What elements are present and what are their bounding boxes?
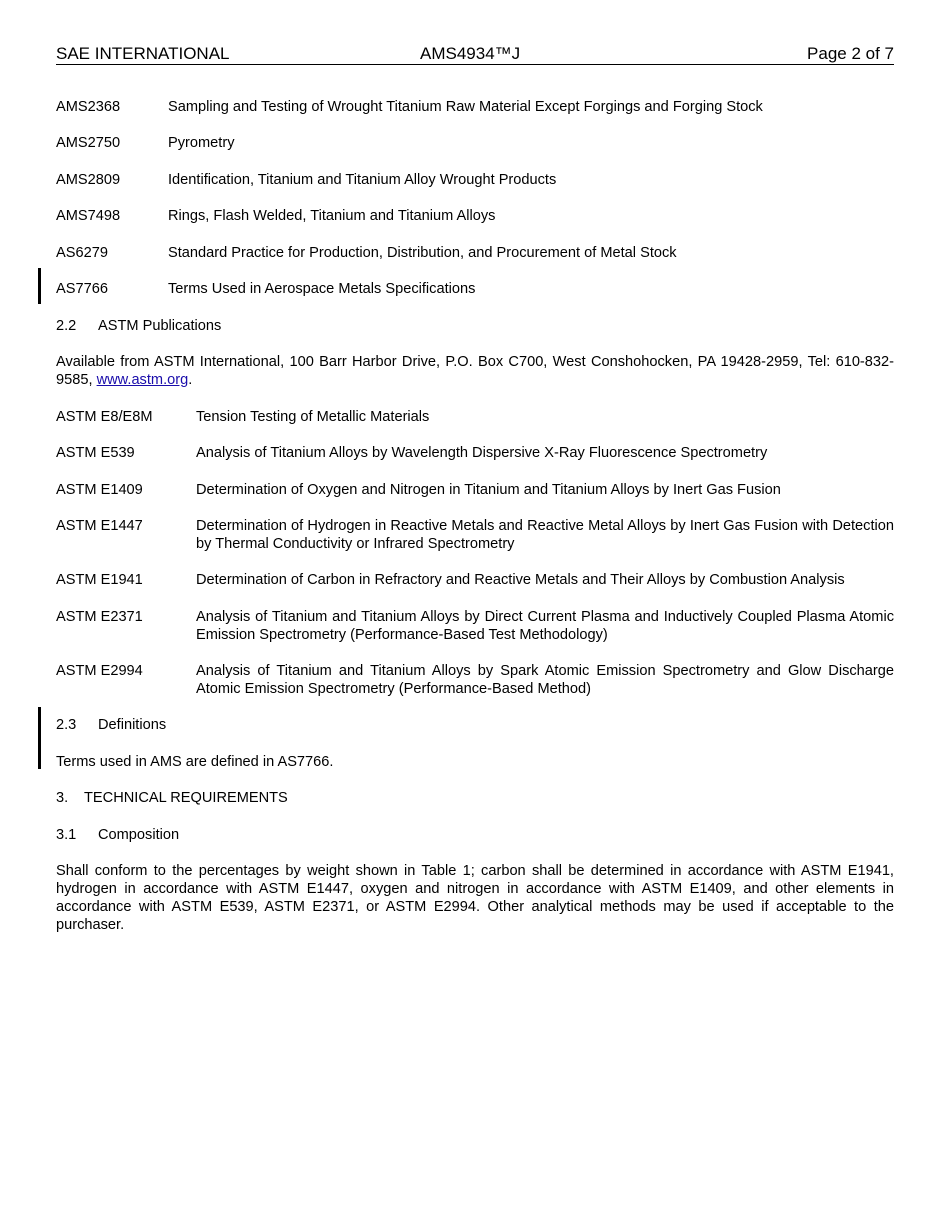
reference-title: Analysis of Titanium Alloys by Wavelength Dispersive X-Ray Fluorescence Spectrometry — [196, 445, 768, 461]
reference-title: Analysis of Titanium and Titanium Alloys by Direct Current Plasma and Inductively Coupled Plasma Atomic Emission Spectrometry (Performance-Based Test Methodology) — [196, 609, 894, 643]
reference-code: AMS2809 — [56, 172, 121, 188]
page-header — [56, 44, 894, 65]
reference-title: Tension Testing of Metallic Materials — [196, 409, 430, 425]
reference-code: ASTM E1447 — [56, 518, 143, 534]
change-bar — [38, 268, 41, 304]
section-heading — [56, 826, 179, 844]
reference-title: Pyrometry — [168, 135, 235, 151]
reference-title: Standard Practice for Production, Distribution, and Procurement of Metal Stock — [168, 245, 677, 261]
composition-paragraph: Shall conform to the percentages by weight shown in Table 1; carbon shall be determined in accordance with ASTM E1941, hydrogen in accordance with ASTM E1447, oxygen and nitrogen in accordance with ASTM E1409, and other elements in accordance with ASTM E539, ASTM E2371, or ASTM E2994. Other analytical methods may be used if acceptable to the purchaser. — [56, 863, 894, 933]
reference-code: AS6279 — [56, 245, 108, 261]
section-number: 2.2 — [56, 318, 77, 334]
reference-code: ASTM E8/E8M — [56, 409, 153, 425]
section-number: 2.3 — [56, 717, 77, 733]
reference-code: AS7766 — [56, 281, 108, 297]
section-title: ASTM Publications — [98, 318, 222, 334]
reference-title: Sampling and Testing of Wrought Titanium Raw Material Except Forgings and Forging Stock — [168, 99, 763, 115]
reference-title: Analysis of Titanium and Titanium Alloys by Spark Atomic Emission Spectrometry and Glow Discharge Atomic Emission Spectrometry (Performance-Based Method) — [196, 663, 894, 697]
reference-title: Identification, Titanium and Titanium Alloy Wrought Products — [168, 172, 557, 188]
reference-code: AMS2368 — [56, 99, 121, 115]
reference-code: ASTM E1409 — [56, 482, 143, 498]
reference-code: ASTM E2994 — [56, 663, 143, 679]
section-title: Composition — [98, 827, 180, 843]
document-page — [56, 0, 894, 1230]
reference-code: AMS2750 — [56, 135, 121, 151]
reference-code: ASTM E539 — [56, 445, 135, 461]
page-number: Page 2 of 7 — [807, 44, 894, 63]
section-heading — [56, 317, 221, 335]
reference-title: Determination of Oxygen and Nitrogen in Titanium and Titanium Alloys by Inert Gas Fusion — [196, 482, 781, 498]
reference-title: Determination of Carbon in Refractory and Reactive Metals and Their Alloys by Combustion Analysis — [196, 572, 845, 588]
section-heading — [56, 789, 288, 807]
section-number: 3. — [56, 790, 69, 806]
availability-text: Available from ASTM International, 100 Barr Harbor Drive, P.O. Box C700, West Conshohocken, PA 19428-2959, Tel: 610-832-9585, — [56, 354, 894, 388]
availability-period: . — [188, 372, 193, 388]
reference-code: ASTM E1941 — [56, 572, 143, 588]
reference-title: Rings, Flash Welded, Titanium and Titanium Alloys — [168, 208, 496, 224]
reference-title: Determination of Hydrogen in Reactive Metals and Reactive Metal Alloys by Inert Gas Fusion with Detection by Thermal Conductivity or Infrared Spectrometry — [196, 518, 894, 552]
definitions-paragraph: Terms used in AMS are defined in AS7766. — [56, 754, 334, 770]
astm-availability-paragraph — [56, 353, 894, 389]
reference-code: AMS7498 — [56, 208, 121, 224]
section-title: Definitions — [98, 717, 167, 733]
section-number: 3.1 — [56, 827, 77, 843]
astm-website-link[interactable]: www.astm.org — [96, 372, 189, 388]
section-heading — [56, 716, 166, 734]
reference-title: Terms Used in Aerospace Metals Specifications — [168, 281, 476, 297]
change-bar — [38, 707, 41, 769]
section-title: TECHNICAL REQUIREMENTS — [84, 790, 288, 806]
reference-code: ASTM E2371 — [56, 609, 143, 625]
publisher-name: SAE INTERNATIONAL — [56, 44, 230, 63]
document-number: AMS4934™J — [420, 44, 521, 63]
